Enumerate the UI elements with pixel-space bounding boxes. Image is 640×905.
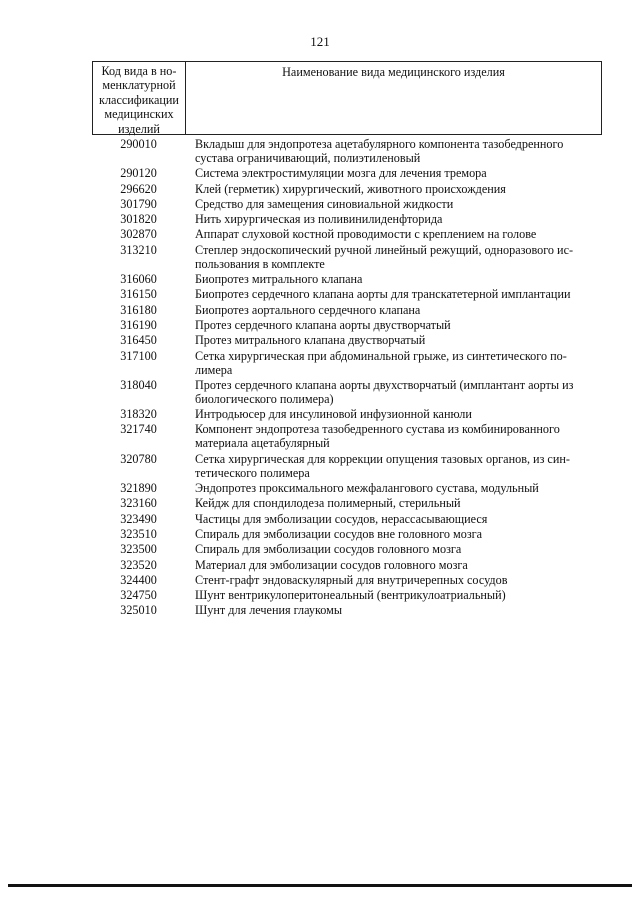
row-code: 324750	[120, 588, 157, 603]
row-name-line: Система электростимуляции мозга для лечения тремора	[195, 166, 487, 181]
row-name-line: Степлер эндоскопический ручной линейный режущий, одноразового ис-	[195, 242, 574, 257]
row-code: 323520	[120, 557, 157, 572]
row-name-line: Шунт для лечения глаукомы	[195, 603, 343, 618]
row-name	[185, 333, 602, 347]
row-name-line: Клей (герметик) хирургический, животного происхождения	[195, 181, 506, 196]
row-name-line: Биопротез аортального сердечного клапана	[195, 302, 421, 317]
table-row	[92, 452, 602, 480]
table-row	[92, 542, 602, 556]
row-name	[185, 512, 602, 526]
table-row	[92, 496, 602, 510]
header-name-column: Наименование вида медицинского изделия	[282, 65, 505, 79]
table-row	[92, 603, 602, 617]
bottom-rule	[8, 884, 632, 887]
row-code: 290120	[120, 166, 157, 181]
row-name-line: Биопротез митрального клапана	[195, 272, 363, 287]
table-row	[92, 407, 602, 421]
table-row	[92, 558, 602, 572]
row-name-line: Спираль для эмболизации сосудов вне головного мозга	[195, 526, 483, 541]
table-row	[92, 227, 602, 241]
row-name	[185, 303, 602, 317]
page-number: 121	[310, 34, 330, 49]
header-code-line: изделий	[118, 121, 160, 136]
row-name-line: Вкладыш для эндопротеза ацетабулярного компонента тазобедренного	[195, 137, 564, 151]
table-row	[92, 197, 602, 211]
row-name-line: Шунт вентрикулоперитонеальный (вентрикулоатриальный)	[195, 588, 506, 603]
row-name	[185, 496, 602, 510]
row-name	[185, 452, 602, 480]
row-code: 301790	[120, 196, 157, 211]
table-row	[92, 481, 602, 495]
row-name	[185, 318, 602, 332]
row-code: 323160	[120, 496, 157, 511]
row-name	[185, 407, 602, 421]
table-row	[92, 318, 602, 332]
row-code: 290010	[120, 137, 157, 151]
row-code: 296620	[120, 181, 157, 196]
row-name-line: Сетка хирургическая при абдоминальной грыже, из синтетического по-	[195, 348, 567, 363]
row-code: 321890	[120, 481, 157, 496]
table-row	[92, 287, 602, 301]
row-code: 316180	[120, 302, 157, 317]
table-row	[92, 378, 602, 406]
row-name-line: материала ацетабулярный	[195, 436, 330, 451]
row-name-line: Материал для эмболизации сосудов головного мозга	[195, 557, 468, 572]
row-name-line: Средство для замещения синовиальной жидкости	[195, 196, 454, 211]
row-name-line: Сетка хирургическая для коррекции опущения тазовых органов, из син-	[195, 451, 570, 466]
table-row	[92, 272, 602, 286]
row-code: 323500	[120, 542, 157, 557]
row-name	[185, 349, 602, 377]
row-name-line: Спираль для эмболизации сосудов головного мозга	[195, 542, 462, 557]
row-name-line: биологического полимера)	[195, 391, 334, 406]
row-name	[185, 272, 602, 286]
table-row	[92, 349, 602, 377]
row-name-line: Биопротез сердечного клапана аорты для транскатетерной имплантации	[195, 287, 571, 302]
header-code-line: классификации	[99, 92, 179, 107]
row-code: 316060	[120, 272, 157, 287]
row-name-line: Протез сердечного клапана аорты двустворчатый	[195, 317, 451, 332]
row-name-line: Протез сердечного клапана аорты двухстворчатый (имплантант аорты из	[195, 377, 574, 392]
row-name	[185, 588, 602, 602]
table-row	[92, 182, 602, 196]
row-name	[185, 287, 602, 301]
row-name	[185, 422, 602, 450]
row-name-line: Аппарат слуховой костной проводимости с креплением на голове	[195, 227, 537, 242]
row-name-line: Компонент эндопротеза тазобедренного сустава из комбинированного	[195, 422, 560, 437]
row-name-line: сустава ограничивающий, полиэтиленовый	[195, 151, 421, 165]
table-row	[92, 212, 602, 226]
row-name-line: Кейдж для спондилодеза полимерный, стерильный	[195, 496, 461, 511]
table-row	[92, 166, 602, 180]
row-code: 313210	[120, 242, 157, 257]
header-code-line: менклатурной	[102, 78, 176, 93]
row-name	[185, 603, 602, 617]
row-name	[185, 137, 602, 165]
row-name	[185, 573, 602, 587]
row-code: 321740	[120, 422, 157, 437]
table-row	[92, 243, 602, 271]
row-code: 316450	[120, 333, 157, 348]
row-name-line: Частицы для эмболизации сосудов, нерассасывающиеся	[195, 511, 488, 526]
table-row	[92, 137, 602, 165]
table-row	[92, 303, 602, 317]
row-code: 316190	[120, 317, 157, 332]
row-code: 302870	[120, 227, 157, 242]
row-code: 317100	[120, 348, 157, 363]
table-header	[92, 61, 602, 135]
row-name	[185, 378, 602, 406]
row-name	[185, 197, 602, 211]
row-code: 318040	[120, 377, 157, 392]
row-code: 320780	[120, 451, 157, 466]
row-name-line: Нить хирургическая из поливинилиденфторида	[195, 212, 443, 227]
row-name	[185, 527, 602, 541]
row-name	[185, 558, 602, 572]
row-code: 323490	[120, 511, 157, 526]
row-name-line: тетического полимера	[195, 465, 310, 480]
table-row	[92, 422, 602, 450]
table-row	[92, 573, 602, 587]
row-code: 318320	[120, 407, 157, 422]
row-code: 301820	[120, 212, 157, 227]
row-name	[185, 481, 602, 495]
row-name-line: пользования в комплекте	[195, 256, 325, 271]
row-name	[185, 212, 602, 226]
row-name	[185, 542, 602, 556]
header-code-line: медицинских	[104, 107, 174, 122]
row-name-line: лимера	[195, 362, 233, 377]
table-body	[92, 137, 602, 619]
row-code: 325010	[120, 603, 157, 618]
header-code-column	[93, 62, 186, 134]
table-row	[92, 588, 602, 602]
table-row	[92, 527, 602, 541]
table-row	[92, 512, 602, 526]
table-row	[92, 333, 602, 347]
row-code: 323510	[120, 526, 157, 541]
row-name-line: Интродьюсер для инсулиновой инфузионной канюли	[195, 407, 472, 422]
row-name	[185, 243, 602, 271]
row-name-line: Стент-графт эндоваскулярный для внутричерепных сосудов	[195, 572, 508, 587]
row-code: 324400	[120, 572, 157, 587]
row-name	[185, 166, 602, 180]
header-code-line: Код вида в но-	[101, 64, 177, 78]
row-name	[185, 227, 602, 241]
row-name-line: Протез митрального клапана двустворчатый	[195, 333, 426, 348]
row-name-line: Эндопротез проксимального межфалангового сустава, модульный	[195, 481, 539, 496]
row-name	[185, 182, 602, 196]
row-code: 316150	[120, 287, 157, 302]
